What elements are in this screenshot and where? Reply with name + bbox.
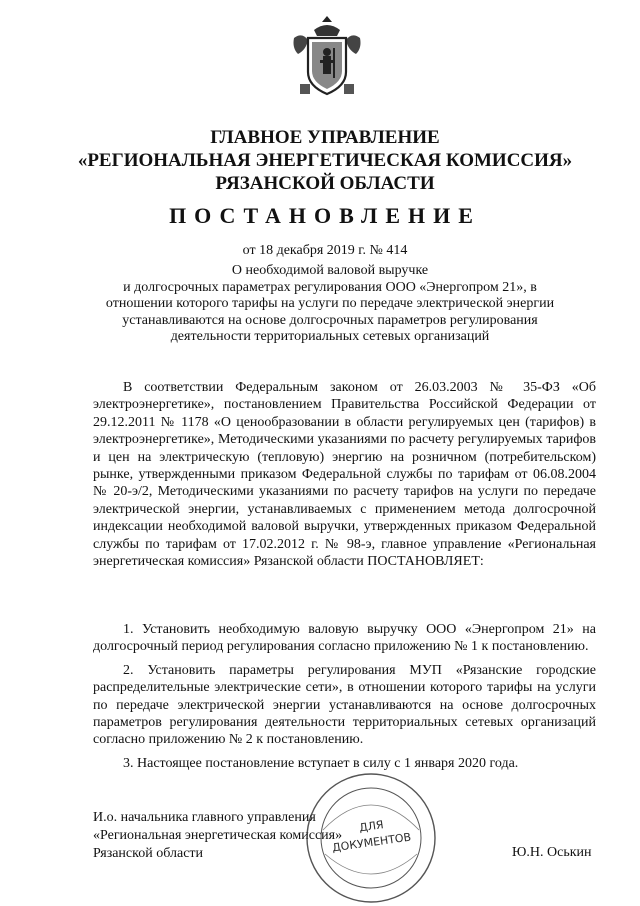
stamp-text-line-2: ДОКУМЕНТОВ (331, 830, 412, 855)
org-line-2: «РЕГИОНАЛЬНАЯ ЭНЕРГЕТИЧЕСКАЯ КОМИССИЯ» (77, 150, 573, 171)
coat-of-arms-emblem-icon (290, 14, 364, 100)
org-line-3: РЯЗАНСКОЙ ОБЛАСТИ (215, 173, 435, 194)
resolution-item-3: 3. Настоящее постановление вступает в силу с 1 января 2020 года. (123, 755, 519, 771)
signatory-line-1: И.о. начальника главного управления (93, 810, 316, 825)
signatory-line-3: Рязанской области (93, 846, 204, 861)
resolution-items (93, 621, 596, 778)
subject-line-3: отношении которого тарифы на услуги по передаче электрической энергии (105, 296, 555, 311)
signatory-line-2: «Региональная энергетическая комиссия» (93, 828, 343, 843)
official-stamp-icon (303, 770, 439, 906)
document-type-title: ПОСТАНОВЛЕНИЕ (169, 203, 481, 228)
subject-line-5: деятельности территориальных сетевых организаций (170, 329, 490, 344)
preamble-paragraph: В соответствии Федеральным законом от 26.03.2003 № 35-ФЗ «Об электроэнергетике», постановлением Правительства Российской Федерации от 29.12.2011 № 1178 «О ценообразовании в области регулируемых цен (тарифов) в электроэнергетике», Методическими указаниями по расчету регулируемых тарифов и цен на электрическую (тепловую) энергию на розничном (потребительском) рынке, утвержденными приказом Федеральной службы по тарифам от 06.08.2004 № 20-э/2, Методическими указаниями по расчету тарифов на услуги по передаче электрической энергии, устанавливаемых с применением метода долгосрочной индексации необходимой валовой выручки, утвержденных приказом Федеральной службы по тарифам от 17.02.2012 г. № 98-э, главное управление «Региональная энергетическая комиссия» Рязанской области ПОСТАНОВЛЯЕТ: (93, 380, 596, 570)
resolution-item-1: 1. Установить необходимую валовую выручку ООО «Энергопром 21» на долгосрочный период регулирования согласно приложению № 1 к постановлению. (93, 622, 596, 655)
preamble-block (93, 379, 596, 570)
document-subject (70, 263, 590, 346)
signatory-name: Ю.Н. Оськин (512, 845, 592, 860)
organization-header (40, 126, 610, 195)
stamp-text-line-1: ДЛЯ (358, 818, 385, 835)
date-and-number: от 18 декабря 2019 г. № 414 (242, 243, 408, 258)
org-line-1: ГЛАВНОЕ УПРАВЛЕНИЕ (210, 127, 440, 148)
subject-line-2: и долгосрочных параметрах регулирования ООО «Энергопром 21», в (123, 279, 537, 295)
subject-line-1: О необходимой валовой выручке (231, 263, 429, 278)
resolution-item-2: 2. Установить параметры регулирования МУП «Рязанские городские распределительные электрические сети», в отношении которого тарифы на услуги по передаче электрической энергии устанавливаются на основе долгосрочных параметров регулирования деятельности территориальных сетевых организаций согласно приложению № 2 к постановлению. (93, 662, 596, 748)
subject-line-4: устанавливаются на основе долгосрочных параметров регулирования (122, 312, 538, 328)
